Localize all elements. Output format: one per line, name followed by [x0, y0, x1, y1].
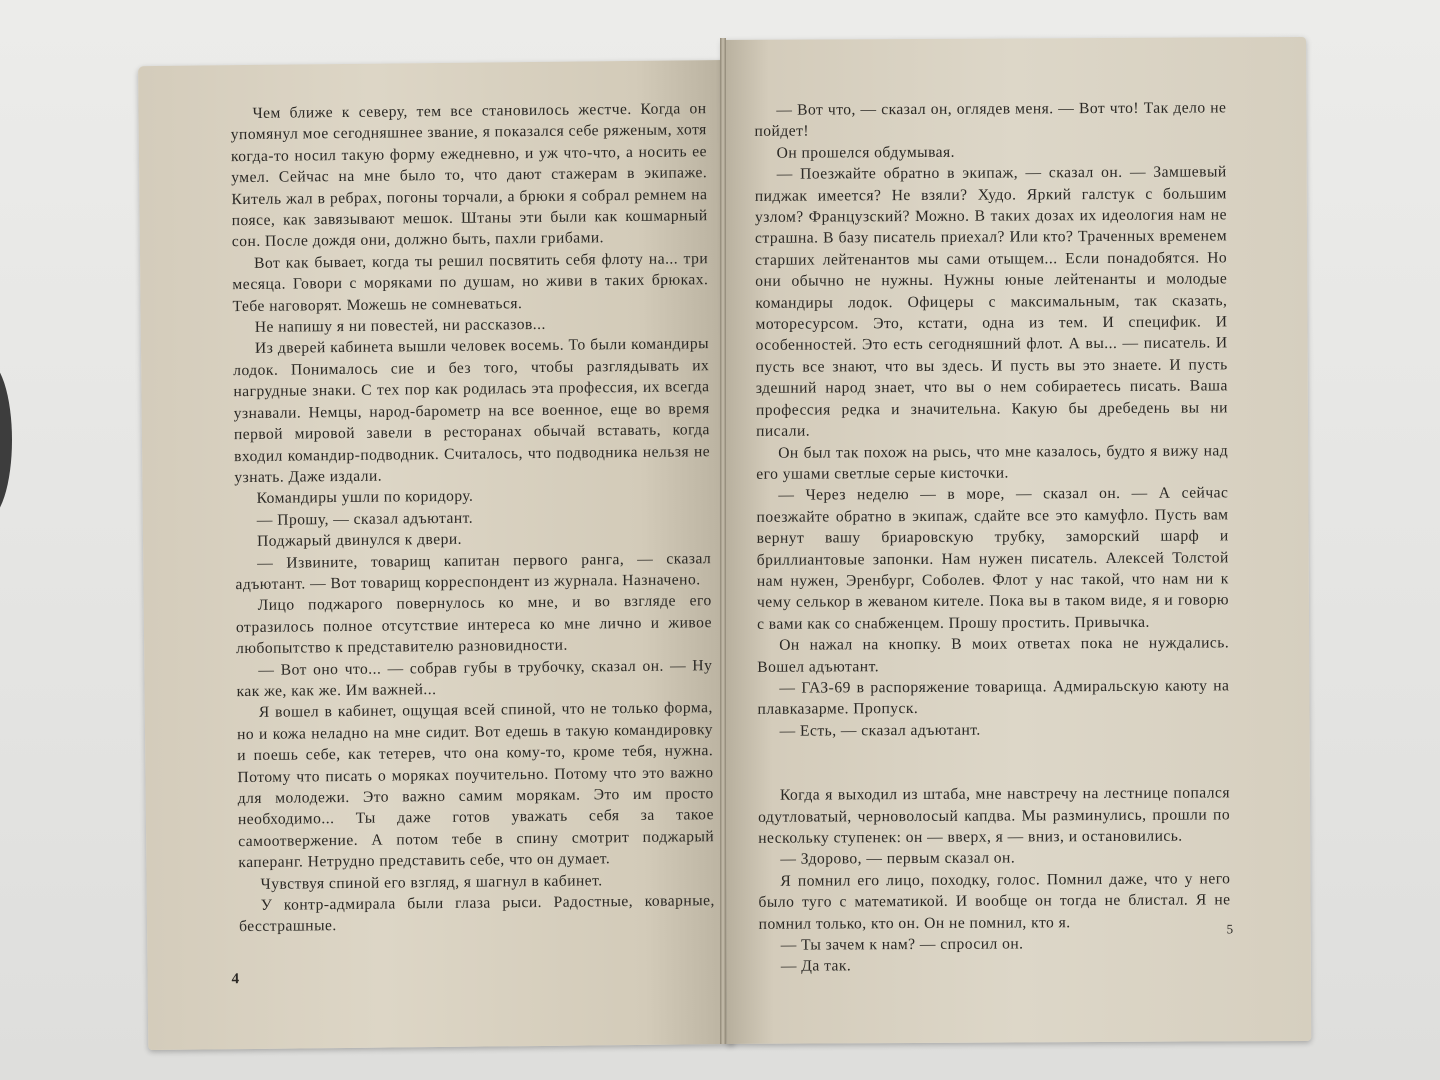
paragraph: — ГАЗ-69 в распоряжение товарища. Адмиральскую каюту на плавказарме. Пропуск. [757, 677, 1230, 719]
left-page-text [230, 98, 715, 938]
paragraph: Командиры ушли по коридору. [256, 487, 474, 508]
paragraph: Чем ближе к северу, тем все становилось жестче. Когда он упомянул мое сегодняшнее звание, я показался себе ряженым, хотя когда-то носил такую форму ежедневно, и уж что-что, а носить ее умел. Сейчас на мне было то, что дают стажерам в экипаже. Китель жал в ребрах, погоны торчали, а брюки я собрал ремнем на поясе, как завязывают мешок. Штаны эти были как кошмарный сон. После дождя они, должно быть, пахли грибами. [230, 100, 708, 251]
page-number: 5 [1226, 921, 1234, 937]
right-page [722, 37, 1311, 1044]
paragraph: — Есть, — сказал адъютант. [779, 721, 981, 740]
paragraph: — Вот что, — сказал он, оглядев меня. — Вот что! Так дело не пойдет! [754, 99, 1227, 141]
paragraph: — Прошу, — сказал адъютант. [256, 509, 474, 529]
left-page [138, 60, 734, 1050]
paragraph: — Вот оно что... — собрав губы в трубочку, сказал он. — Ну как же, как же. Им важней... [236, 656, 713, 701]
paragraph: Вот как бывает, когда ты решил посвятить себя флоту на... три месяца. Говори с моряками по душам, но живи в таких брюках. Тебе наговорят. Можешь не сомневаться. [232, 250, 709, 315]
section-break [758, 740, 1230, 785]
background-object [0, 360, 12, 520]
paragraph: — Да так. [780, 957, 852, 976]
paragraph: — Здорово, — первым сказал он. [780, 849, 1016, 869]
book-spine [720, 38, 726, 1044]
paragraph: Он нажал на кнопку. В моих ответах пока не нуждались. Вошел адъютант. [757, 634, 1230, 676]
paragraph: Лицо поджарого повернулось ко мне, и во взгляде его отразилось полное отсутствие интереса ко мне лично и живое любопытство к представителю разновидности. [235, 592, 712, 658]
paragraph: Он был так похож на рысь, что мне казалось, будто я вижу над его ушами светлые серые кисточки. [756, 441, 1229, 483]
paragraph: — Ты зачем к нам? — спросил он. [780, 935, 1024, 954]
paragraph: — Через неделю — в море, — сказал он. — А сейчас поезжайте обратно в экипаж, сдайте все это камуфло. Пусть вам вернут вашу бриаровскую трубку, заморский шарф и бриллиантовые запонки. Нам нужен писатель. Алексей Толстой нам нужен, Эренбург, Соболев. Флот у нас такой, что нам ни к чему селькор в жеваном кителе. Пока вы в таком виде, я и говорю с вами как со снабженцем. Прошу простить. Привычка. [756, 484, 1229, 633]
paragraph: Поджарый двинулся к двери. [256, 530, 463, 551]
right-page-text [754, 97, 1231, 977]
paragraph: — Поезжайте обратно в экипаж, — сказал он. — Замшевый пиджак имеется? Не взяли? Худо. Яркий галстук с большим узлом? Французский? Можно. В таких дозах их идеология нам не страшна. В базу писатель приехал? Или кто? Траченных временем старших лейтенантов мы сами отыщем... Если понадобятся. Но они обычно не нужны. Нужны юные лейтенанты и молодые командиры лодок. Офицеры с максимальным, так сказать, моторесурсом. Это, кстати, одна из тем. И специфик. И особенностей. Это есть сегодняшний флот. А вы... — писатель. И пусть все знают, что вы здесь. И пусть вы это знаете. И пусть здешний народ знает, что вы о нем собираетесь писать. Ваша профессия редка и значительна. Какую бы дребедень вы ни писали. [754, 163, 1228, 440]
paragraph: Когда я выходил из штаба, мне навстречу на лестнице попался одутловатый, черноволосый капдва. Мы разминулись, прошли по нескольку ступенек: он — вверх, я — вниз, и остановились. [758, 784, 1231, 847]
paragraph: Чувствуя спиной его взгляд, я шагнул в кабинет. [260, 871, 603, 893]
paragraph: Из дверей кабинета вышли человек восемь. То были командиры лодок. Понималось сие и без того, чтобы разглядывать их нагрудные знаки. С тех пор как родилась эта профессия, их всегда узнавали. Немцы, народ-барометр на все военное, еще во время первой мировой завели в ресторанах обычай вставать, когда входил командир-подводник. Считалось, что подводника нельзя не узнать. Даже издали. [233, 335, 711, 487]
paragraph: Я вошел в кабинет, ощущая всей спиной, что не только форма, но и кожа неладно на мне сидит. Вот едешь в такую командировку и поешь себе, как тетерев, что она кому-то, кроме тебя, нужна. Потому что писать о моряках поучительно. Потому что это важно для молодежи. Это важно самим морякам. Это им просто необходимо... Ты даже готов уважать себя за такое самоотвержение. А потом тебе в спину смотрит поджарый каперанг. Нетрудно представить себе, что он думает. [236, 699, 715, 872]
open-book [138, 38, 1306, 1044]
page-number: 4 [231, 971, 240, 988]
paragraph: Я помнил его лицо, походку, голос. Помнил даже, что у него было туго с математикой. И вообще он тогда не блистал. Я не помнил только, кто он. Он не помнил, кто я. [758, 870, 1231, 933]
paragraph: У контр-адмирала были глаза рыси. Радостные, коварные, бесстрашные. [238, 892, 715, 936]
paragraph: Не напишу я ни повестей, ни рассказов... [254, 315, 546, 336]
paragraph: — Извините, товарищ капитан первого ранга, — сказал адъютант. — Вот товарищ корреспондент из журнала. Назначено. [235, 549, 712, 594]
paragraph: Он прошелся обдумывая. [776, 143, 956, 162]
